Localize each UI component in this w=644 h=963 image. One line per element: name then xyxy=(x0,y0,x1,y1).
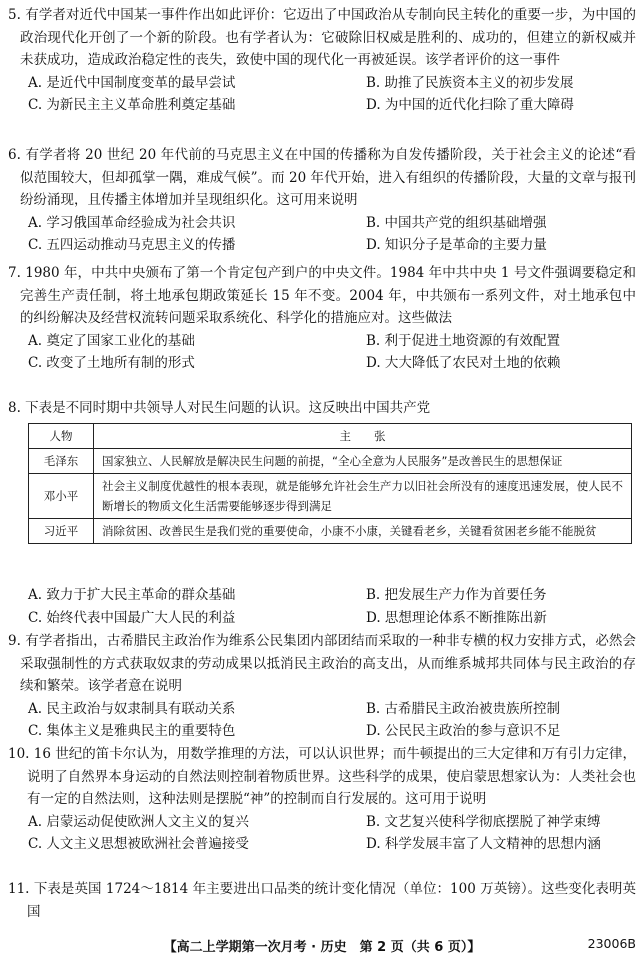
question-9 xyxy=(8,630,636,743)
option-a: A. 致力于扩大民主革命的群众基础 xyxy=(28,587,236,603)
table-header-person: 人物 xyxy=(29,424,94,449)
option-b: B. 中国共产党的组织基础增强 xyxy=(366,214,547,231)
question-9-options xyxy=(8,698,636,743)
option-a: A. 启蒙运动促使欧洲人文主义的复兴 xyxy=(28,813,249,830)
option-b: B. 利于促进土地资源的有效配置 xyxy=(366,332,561,349)
table-cell-person: 毛泽东 xyxy=(29,449,94,474)
question-10 xyxy=(8,743,636,856)
question-10-options xyxy=(8,811,636,856)
table-row xyxy=(29,449,632,474)
option-d: D. 思想理论体系不断推陈出新 xyxy=(366,609,547,626)
footer-page-info: 【高二上学期第一次月考 · 历史 第 2 页（共 6 页）】 xyxy=(163,940,481,955)
option-a: A. 是近代中国制度变革的最早尝试 xyxy=(28,74,236,91)
option-d: D. 为中国的近代化扫除了重大障碍 xyxy=(366,97,574,113)
question-10-stem: 10. 16 世纪的笛卡尔认为，用数学推理的方法，可以认识世界；而牛顿提出的三大定律和万有引力定律，说明了自然界本身运动的自然法则控制着物质世界。这些科学的成果，使启蒙思想家认为：人类社会也有一定的自然法则，这种法则是摆脱“神”的控制而自行发展的。这可用于说明 xyxy=(8,746,636,807)
table-header-claim: 主 张 xyxy=(94,424,632,449)
table-cell-person: 习近平 xyxy=(29,519,94,544)
option-b: B. 把发展生产力作为首要任务 xyxy=(366,587,547,603)
question-5-options xyxy=(8,72,636,117)
question-6-stem: 6. 有学者将 20 世纪 20 年代前的马克思主义在中国的传播称为自发传播阶段，关于社会主义的论述“看似范围较大，但却孤掌一隅，难成气候”。而 20 年代开始，进入有组织的传播阶段，大量的文章与报刊纷纷涌现，且传播主体增加并呈现组织化。这可用来说明 xyxy=(8,147,636,208)
option-c: C. 改变了土地所有制的形式 xyxy=(28,355,195,371)
option-d: D. 知识分子是革命的主要力量 xyxy=(366,237,547,253)
option-c: C. 五四运动推动马克思主义的传播 xyxy=(28,237,236,253)
option-d: D. 大大降低了农民对土地的依赖 xyxy=(366,355,561,371)
footer-exam-code: 23006B xyxy=(587,936,636,951)
question-6 xyxy=(8,144,636,257)
option-c: C. 集体主义是雅典民主的重要特色 xyxy=(28,723,236,739)
option-a: A. 民主政治与奴隶制具有联动关系 xyxy=(28,700,236,717)
table-header-row xyxy=(29,424,632,449)
option-c: C. 为新民主主义革命胜利奠定基础 xyxy=(28,97,236,113)
table-cell-person: 邓小平 xyxy=(29,474,94,519)
option-b: B. 文艺复兴使科学彻底摆脱了神学束缚 xyxy=(366,813,601,830)
table-cell-claim: 社会主义制度优越性的根本表现，就是能够允许社会生产力以旧社会所没有的速度迅速发展，使人民不断增长的物质文化生活需要能够逐步得到满足 xyxy=(94,474,632,519)
option-b: B. 古希腊民主政治被贵族所控制 xyxy=(366,700,561,717)
table-row xyxy=(29,519,632,544)
option-d: D. 公民民主政治的参与意识不足 xyxy=(366,723,561,739)
question-7-stem: 7. 1980 年，中共中央颁布了第一个肯定包产到户的中央文件。1984 年中共中央 1 号文件强调要稳定和完善生产责任制，将土地承包期政策延长 15 年不变。2004 年，中共颁布一系列文件，对土地承包中的纠纷解决及经营权流转问题采取系统化、科学化的措施应对。这些做法 xyxy=(8,265,636,326)
question-8-stem: 8. 下表是不同时期中共领导人对民生问题的认识。这反映出中国共产党 xyxy=(8,400,431,416)
option-c: C. 始终代表中国最广大人民的利益 xyxy=(28,609,236,626)
question-5-stem: 5. 有学者对近代中国某一事件作出如此评价：它迈出了中国政治从专制向民主转化的重要一步，为中国的政治现代化开创了一个新的阶段。也有学者认为：它破除旧权威是胜利的、成功的，但建立的新权威并未获成功，造成政治稳定性的丧失，致使中国的现代化一再被延误。该学者评价的这一事件 xyxy=(8,7,636,68)
table-cell-claim: 消除贫困、改善民生是我们党的重要使命，小康不小康，关键看老乡，关键看贫困老乡能不能脱贫 xyxy=(94,519,632,544)
question-9-stem: 9. 有学者指出，古希腊民主政治作为维系公民集团内部团结而采取的一种非专横的权力安排方式，必然会采取强制性的方式获取奴隶的劳动成果以抵消民主政治的高支出，从而维系城邦共同体与民主政治的存续和繁荣。该学者意在说明 xyxy=(8,633,636,694)
question-7-options xyxy=(8,330,636,375)
question-8 xyxy=(8,397,636,420)
leaders-table xyxy=(28,423,632,544)
option-c: C. 人文主义思想被欧洲社会普遍接受 xyxy=(28,836,249,852)
question-6-options xyxy=(8,212,636,257)
page-footer xyxy=(0,936,644,956)
question-11-stem: 11. 下表是英国 1724～1814 年主要进出口品类的统计变化情况（单位：100 万英镑）。这些变化表明英国 xyxy=(8,881,636,920)
question-5 xyxy=(8,4,636,117)
question-8-options xyxy=(8,584,636,629)
question-11 xyxy=(8,878,636,923)
table-row xyxy=(29,474,632,519)
option-d: D. 科学发展丰富了人文精神的思想内涵 xyxy=(366,836,601,852)
option-a: A. 学习俄国革命经验成为社会共识 xyxy=(28,214,236,231)
option-a: A. 奠定了国家工业化的基础 xyxy=(28,332,195,349)
table-cell-claim: 国家独立、人民解放是解决民生问题的前提，“全心全意为人民服务”是改善民生的思想保证 xyxy=(94,449,632,474)
question-8-options-block xyxy=(8,584,636,629)
option-b: B. 助推了民族资本主义的初步发展 xyxy=(366,74,574,91)
question-7 xyxy=(8,262,636,375)
